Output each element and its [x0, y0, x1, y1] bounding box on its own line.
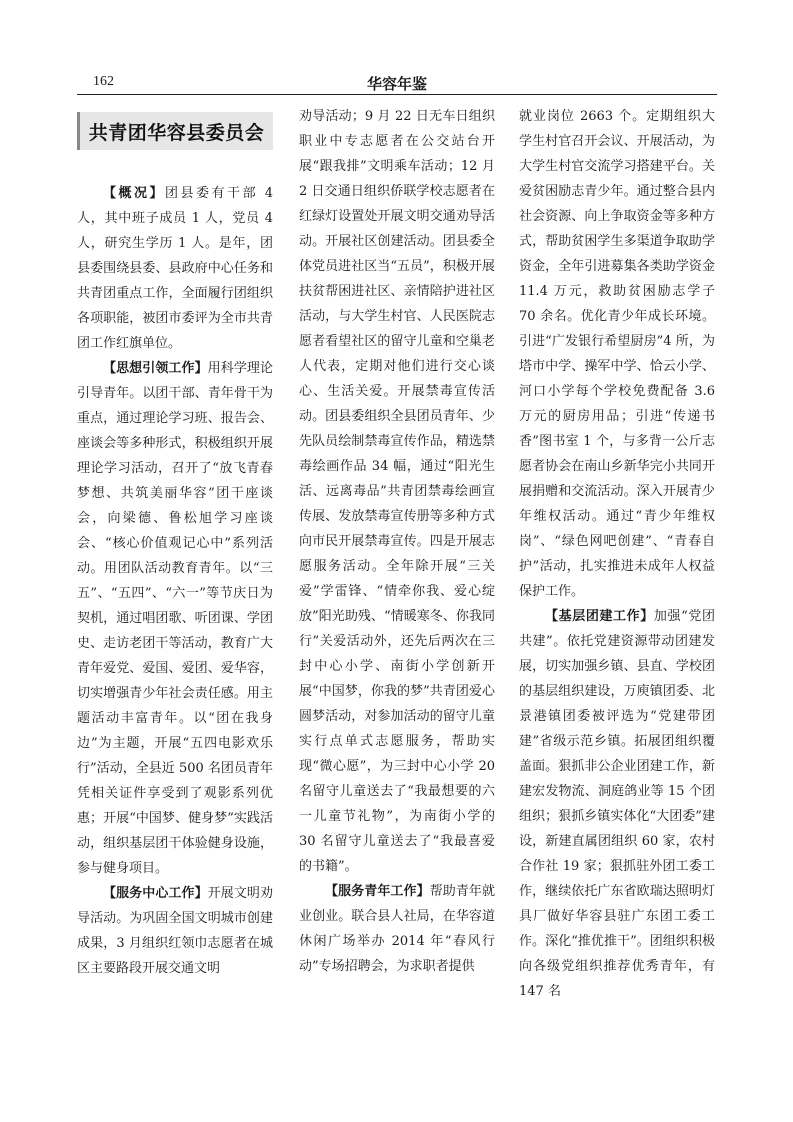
- text-column-2: [299, 104, 495, 974]
- paragraph-service-youth-cont: 就业岗位 2663 个。定期组织大学生村官召开会议、开展活动，为大学生村官交流学习搭建平台。关爱贫困励志青少年。通过整合县内社会资源、向上争取资金等多种方式，帮助贫困学生多渠道争取助学资金，全年引进募集各类助学资金 11.4 万元，救助贫困励志学子 70 余名。优化青少年成长环境。引进“广发银行希望厨房”4 所，为塔市中学、操军中学、恰云小学、河口小学每个学校免费配备 3.6 万元的厨房用品；引进“传递书香”图书室 1 个，与多背一公斤志愿者协会在南山乡新华完小共同开展捐赠和交流活动。深入开展青少年维权活动。通过“青少年维权岗”、“绿色网吧创建”、“青春自护”活动，扎实推进未成年人权益保护工作。: [519, 109, 715, 599]
- text-column-3: [519, 104, 715, 999]
- paragraph-overview: [77, 181, 273, 356]
- paragraph-ideology: [77, 356, 273, 881]
- service-youth-text: 帮助青年就业创业。联合县人社局，在华容道休闲广场举办 2014 年“春风行动”专场招聘会，为求职者提供: [299, 884, 495, 974]
- service-center-heading: 【服务中心工作】: [103, 886, 208, 901]
- paragraph-grassroots: [519, 604, 715, 1004]
- service-youth-heading: 【服务青年工作】: [325, 884, 430, 899]
- page-header: [77, 62, 717, 94]
- paragraph-service-youth: [299, 879, 495, 979]
- grassroots-heading: 【基层团建工作】: [545, 609, 654, 624]
- service-center-text: 开展文明劝导活动。为巩固全国文明城市创建成果，3 月组织红领巾志愿者在城区主要路段开展交通文明: [77, 886, 273, 976]
- page-number: 162: [93, 74, 114, 89]
- grassroots-text: 加强“党团共建”。依托党建资源带动团建发展，切实加强乡镇、县直、学校团的基层组织建设，万庾镇团委、北景港镇团委被评选为“党建带团建”省级示范乡镇。拓展团组织覆盖面。狠抓非公企业团建工作，新建宏发物流、洞庭鸽业等 15 个团组织；狠抓乡镇实体化“大团委”建设，新建直属团组织 60 家，农村合作社 19 家；狠抓驻外团工委工作，继续依托广东省欧瑞达照明灯具厂做好华容县驻广东团工委工作。深化“推优推干”。团组织积极向各级党组织推荐优秀青年，有 147 名: [519, 609, 715, 999]
- section-title-box: [77, 112, 273, 150]
- section-title: 共青团华容县委员会: [88, 122, 265, 144]
- paragraph-service-center-cont: 劝导活动；9 月 22 日无车日组织职业中专志愿者在公交站台开展“跟我排”文明乘车活动；12 月 2 日交通日组织侨联学校志愿者在红绿灯设置处开展文明交通劝导活动。开展社区创建活动。团县委全体党员进社区当“五员”，积极开展扶贫帮困进社区、亲情陪护进社区活动，与大学生村官、人民医院志愿者看望社区的留守儿童和空巢老人代表，定期对他们进行交心谈心、生活关爱。开展禁毒宣传活动。团县委组织全县团员青年、少先队员绘制禁毒宣传作品，精选禁毒绘画作品 34 幅，通过“阳光生活、远离毒品”共青团禁毒绘画宣传展、发放禁毒宣传册等多种方式向市民开展禁毒宣传。四是开展志愿服务活动。全年除开展“三关爱”学雷锋、“情牵你我、爱心绽放”阳光助残、“情暖寒冬、你我同行”关爱活动外，还先后两次在三封中心小学、南街小学创新开展“中国梦，你我的梦”共青团爱心圆梦活动，对参加活动的留守儿童实行点单式志愿服务，帮助实现“微心愿”，为三封中心小学 20 名留守儿童送去了“我最想要的六一儿童节礼物”，为南街小学的 30 名留守儿童送去了“我最喜爱的书籍”。: [299, 109, 495, 874]
- paragraph-service-center: [77, 881, 273, 981]
- overview-heading: 【概况】: [103, 186, 166, 201]
- ideology-text: 用科学理论引导青年。以团干部、青年骨干为重点，通过理论学习班、报告会、座谈会等多种形式，积极组织开展理论学习活动，召开了“放飞青春梦想、共筑美丽华容”团干座谈会，向梁德、鲁松旭学习座谈会、“核心价值观记心中”系列活动。用团队活动教育青年。以“三五”、“五四”、“六一”等节庆日为契机，通过唱团歌、听团课、学团史、走访老团干等活动，教育广大青年爱党、爱国、爱团、爱华容，切实增强青少年社会责任感。用主题活动丰富青年。以“团在我身边”为主题，开展“五四电影欢乐行”活动，全县近 500 名团员青年凭相关证件享受到了观影系列优惠；开展“中国梦、健身梦”实践活动，组织基层团干体验健身设施，参与健身项目。: [77, 361, 273, 876]
- ideology-heading: 【思想引领工作】: [103, 361, 208, 376]
- header-rule: [77, 94, 717, 95]
- text-column-1: [77, 181, 273, 976]
- overview-text: 团县委有干部 4 人，其中班子成员 1 人，党员 4 人，研究生学历 1 人。是年，团县委围绕县委、县政府中心任务和共青团重点工作，全面履行团组织各项职能，被团市委评为全市共青团工作红旗单位。: [77, 186, 273, 351]
- book-title: 华容年鉴: [366, 75, 427, 93]
